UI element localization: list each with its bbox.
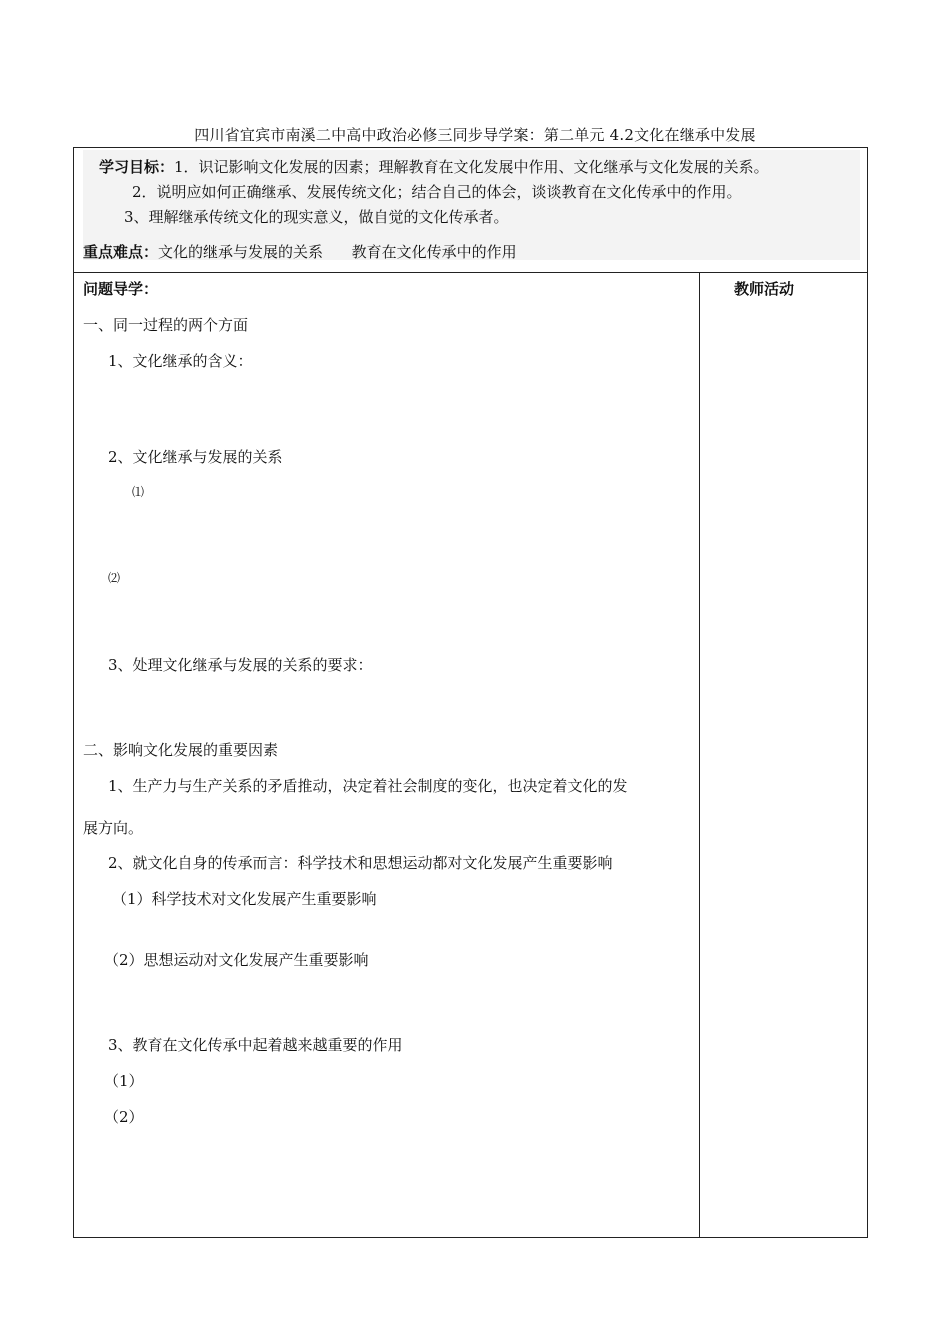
question-line: 1、文化继承的含义： <box>108 352 253 370</box>
paragraph-line: 展方向。 <box>83 819 144 837</box>
teacher-activity-header: 教师活动 <box>734 280 795 298</box>
section-two-heading: 二、影响文化发展的重要因素 <box>83 741 279 759</box>
objective-item-3: 3、理解继承传统文化的现实意义，做自觉的文化传承者。 <box>124 208 509 226</box>
sub-item-marker: ⑵ <box>108 571 121 585</box>
sub-item-line: （2）思想运动对文化发展产生重要影响 <box>104 951 369 969</box>
guide-header: 问题导学： <box>83 280 159 298</box>
document-title: 四川省宜宾市南溪二中高中政治必修三同步导学案：第二单元 4.2文化在继承中发展 <box>194 126 756 144</box>
objective-item-2: 2．说明应如何正确继承、发展传统文化；结合自己的体会，谈谈教育在文化传承中的作用。 <box>132 183 742 201</box>
worksheet-table <box>73 147 868 1238</box>
key-points-line <box>83 241 517 262</box>
sub-item-marker: （2） <box>104 1108 144 1126</box>
column-divider <box>699 272 700 1237</box>
question-line: 3、处理文化继承与发展的关系的要求： <box>108 656 373 674</box>
key-points-text: 文化的继承与发展的关系 教育在文化传承中的作用 <box>158 243 517 261</box>
paragraph-line: 2、就文化自身的传承而言：科学技术和思想运动都对文化发展产生重要影响 <box>108 854 613 872</box>
section-one-heading: 一、同一过程的两个方面 <box>83 316 249 334</box>
section-divider <box>74 272 867 273</box>
paragraph-line: 1、生产力与生产关系的矛盾推动，决定着社会制度的变化，也决定着文化的发 <box>108 777 628 795</box>
objective-item-1: 1．识记影响文化发展的因素；理解教育在文化发展中作用、文化继承与文化发展的关系。 <box>174 158 769 176</box>
objectives-label: 学习目标： <box>99 158 175 176</box>
objective-line-1 <box>99 156 769 177</box>
sub-item-marker: （1） <box>104 1072 144 1090</box>
sub-item-line: （1）科学技术对文化发展产生重要影响 <box>112 890 377 908</box>
question-line: 3、教育在文化传承中起着越来越重要的作用 <box>108 1036 403 1054</box>
key-points-label: 重点难点： <box>83 243 159 261</box>
sub-item-marker: ⑴ <box>132 485 145 499</box>
question-line: 2、文化继承与发展的关系 <box>108 448 283 466</box>
